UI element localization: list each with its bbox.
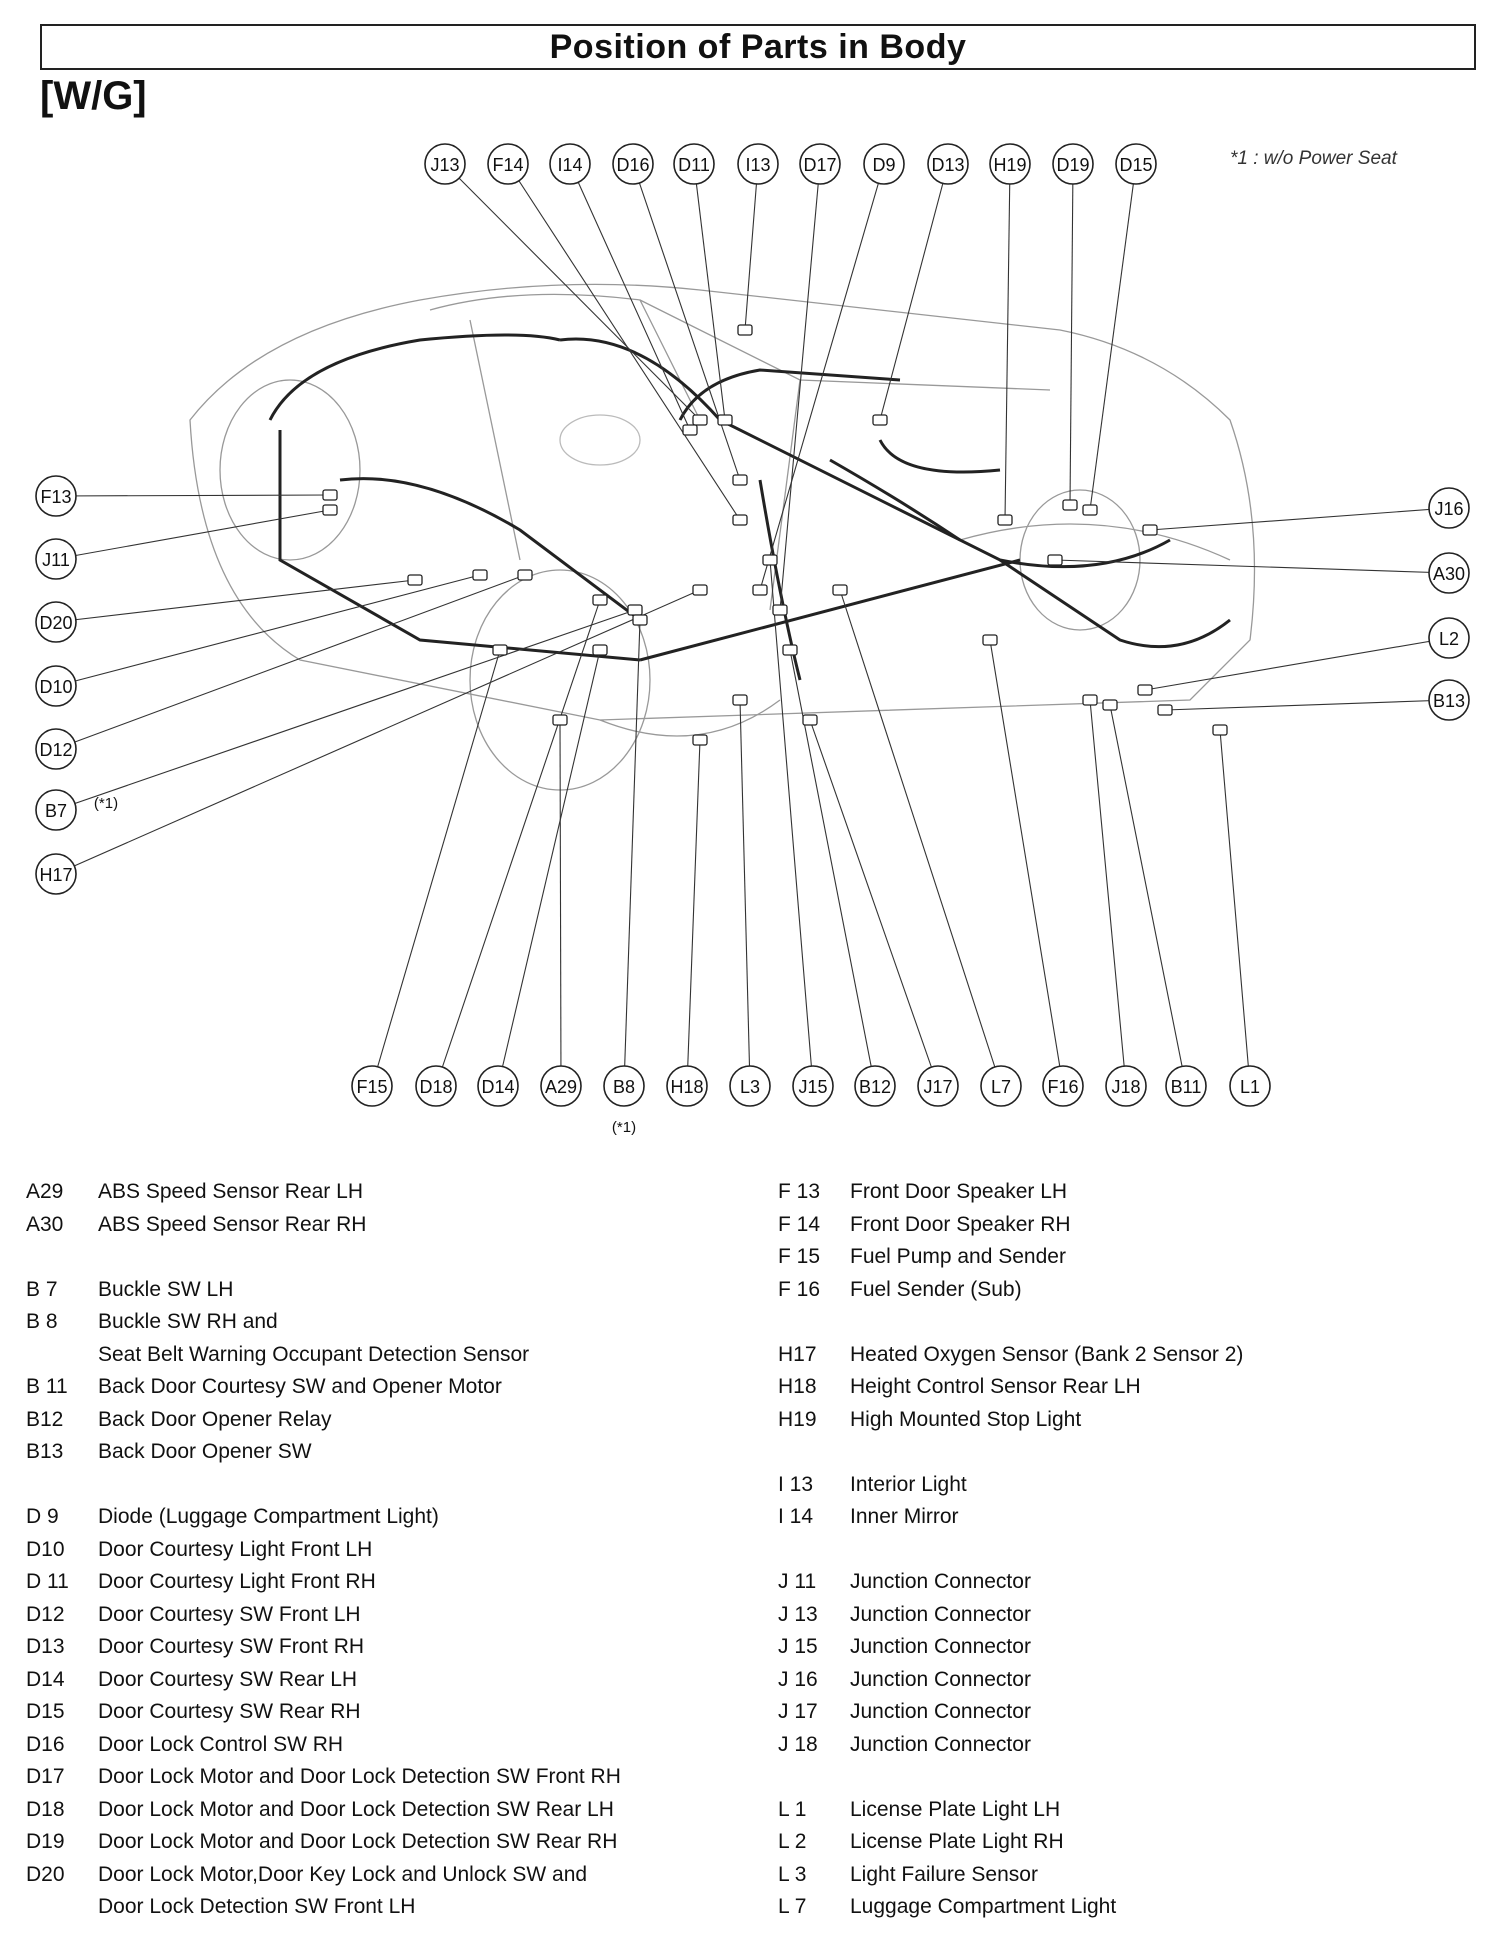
connector-h18: [693, 735, 707, 745]
legend-description: Door Lock Motor and Door Lock Detection SW Rear LH: [98, 1797, 614, 1821]
callout-d13: [928, 144, 968, 184]
callout-text: I14: [557, 155, 583, 175]
callout-d10: [36, 666, 76, 706]
leader-d13: [880, 164, 948, 420]
leader-d12: [56, 575, 525, 749]
legend-code: D19: [26, 1830, 65, 1853]
legend-code: I 14: [778, 1505, 814, 1528]
callout-text: D20: [39, 613, 73, 633]
leader-i14: [570, 164, 690, 430]
leader-d19: [1070, 164, 1073, 505]
leader-lines: [56, 164, 1449, 1086]
callout-j16: [1429, 488, 1469, 528]
legend-description: Junction Connector: [850, 1700, 1031, 1723]
leader-d18: [436, 600, 600, 1086]
legend-code: F 16: [778, 1277, 821, 1301]
callout-d18: [416, 1066, 456, 1106]
leader-b8: [624, 620, 640, 1086]
connector-j17: [803, 715, 817, 725]
legend-code: B 8: [26, 1310, 58, 1333]
legend-description: Door Lock Motor and Door Lock Detection SW Front RH: [98, 1765, 621, 1788]
legend-code: D12: [26, 1602, 65, 1626]
connector-f16: [983, 635, 997, 645]
legend-code: H19: [778, 1407, 817, 1431]
connector-f15: [493, 645, 507, 655]
legend-description: Fuel Sender (Sub): [850, 1277, 1022, 1301]
callout-text: B7: [44, 801, 68, 821]
legend-description: Diode (Luggage Compartment Light): [98, 1505, 439, 1528]
callout-text: J11: [42, 550, 70, 570]
connector-j11: [323, 505, 337, 515]
legend-code: D17: [26, 1765, 65, 1788]
legend-code: D13: [26, 1635, 65, 1658]
legend-code: F 14: [778, 1212, 821, 1236]
leader-j17: [810, 720, 938, 1086]
legend-description: License Plate Light RH: [850, 1830, 1064, 1853]
connector-d15: [1083, 505, 1097, 515]
callout-d19: [1053, 144, 1093, 184]
callout-f15: [352, 1066, 392, 1106]
callout-h17: [36, 854, 76, 894]
callout-d20: [36, 602, 76, 642]
callout-text: D13: [931, 155, 965, 175]
callout-text: D10: [39, 677, 73, 697]
legend-code: B12: [26, 1407, 64, 1431]
legend-code: B 7: [26, 1277, 58, 1301]
callout-text: J16: [1434, 499, 1464, 519]
legend-description: Door Lock Motor and Door Lock Detection SW Rear RH: [98, 1830, 618, 1853]
legend-code: J 13: [778, 1602, 818, 1626]
callout-mark: (*1): [93, 795, 119, 812]
legend-description: Door Lock Detection SW Front LH: [98, 1895, 416, 1918]
legend-code: D 11: [26, 1570, 69, 1593]
connector-d11: [718, 415, 732, 425]
legend-description: Door Courtesy SW Rear LH: [98, 1667, 358, 1691]
leader-f13: [56, 495, 330, 496]
callout-f16: [1043, 1066, 1083, 1106]
leader-f15: [372, 650, 500, 1086]
leader-l2: [1145, 638, 1449, 690]
leader-h17: [56, 590, 700, 874]
legend-code: J 17: [778, 1700, 818, 1723]
legend-code: L 7: [778, 1895, 807, 1918]
page-title: Position of Parts in Body: [549, 28, 967, 66]
callout-text: D17: [803, 155, 837, 175]
callout-text: L1: [1239, 1077, 1261, 1097]
callout-f13: [36, 476, 76, 516]
callout-text: H17: [39, 865, 73, 885]
callout-d17: [800, 144, 840, 184]
callout-text: L3: [739, 1077, 761, 1097]
callout-text: B8: [612, 1077, 636, 1097]
legend-description: Door Courtesy SW Front LH: [98, 1602, 361, 1626]
callout-a30: [1429, 553, 1469, 593]
legend-description: Light Failure Sensor: [850, 1862, 1038, 1886]
callout-f14: [488, 144, 528, 184]
connector-j15: [763, 555, 777, 565]
leader-d17: [780, 164, 820, 610]
leader-d20: [56, 580, 415, 622]
callout-text: H19: [993, 155, 1027, 175]
legend-code: L 1: [778, 1797, 807, 1821]
connector-d14: [593, 645, 607, 655]
connector-b13: [1158, 705, 1172, 715]
callout-d16: [613, 144, 653, 184]
connector-i13: [738, 325, 752, 335]
connector-l2: [1138, 685, 1152, 695]
connector-d19: [1063, 500, 1077, 510]
callout-l1: [1230, 1066, 1270, 1106]
leader-f16: [990, 640, 1063, 1086]
callout-j15: [793, 1066, 833, 1106]
callout-b13: [1429, 680, 1469, 720]
callout-mark: (*1): [611, 1119, 637, 1136]
legend-description: License Plate Light LH: [850, 1797, 1061, 1821]
leader-h18: [687, 740, 700, 1086]
connector-d20: [408, 575, 422, 585]
legend-description: Door Lock Motor,Door Key Lock and Unlock SW and: [98, 1862, 588, 1886]
leader-d15: [1090, 164, 1136, 510]
connector-d18: [593, 595, 607, 605]
connector-i14: [683, 425, 697, 435]
callout-text: D14: [481, 1077, 515, 1097]
connector-f14: [733, 515, 747, 525]
callout-text: F16: [1047, 1077, 1079, 1097]
leader-a30: [1055, 560, 1449, 573]
legend-code: F 15: [778, 1245, 821, 1268]
leader-b13: [1165, 700, 1449, 710]
legend-code: D14: [26, 1667, 65, 1691]
legend-description: Heated Oxygen Sensor (Bank 2 Sensor 2): [850, 1342, 1244, 1366]
legend-description: Door Courtesy SW Rear RH: [98, 1700, 361, 1723]
callout-text: F15: [356, 1077, 388, 1097]
legend-code: J 18: [778, 1732, 818, 1756]
callout-text: H18: [670, 1077, 704, 1097]
legend-code: A29: [26, 1180, 64, 1203]
legend-code: H18: [778, 1375, 817, 1398]
variant-label: [W/G]: [40, 74, 147, 118]
legend-code: D10: [26, 1537, 65, 1561]
legend-code: I 13: [778, 1472, 814, 1496]
connector-h19: [998, 515, 1012, 525]
callout-text: F14: [492, 155, 524, 175]
connector-f13: [323, 490, 337, 500]
legend-description: Back Door Courtesy SW and Opener Motor: [98, 1375, 502, 1398]
connector-d12: [518, 570, 532, 580]
legend-code: D20: [26, 1862, 65, 1886]
connector-a29: [553, 715, 567, 725]
connector-d10: [473, 570, 487, 580]
callout-text: B12: [858, 1077, 892, 1097]
connector-d13: [873, 415, 887, 425]
leader-f14: [508, 164, 740, 520]
legend-code: L 2: [778, 1830, 807, 1853]
legend-code: J 11: [778, 1570, 817, 1593]
callout-text: L7: [990, 1077, 1012, 1097]
legend-description: Interior Light: [850, 1472, 967, 1496]
legend-description: Back Door Opener Relay: [98, 1407, 332, 1431]
vehicle-outline: [190, 284, 1255, 790]
callout-text: J17: [923, 1077, 953, 1097]
legend-description: Back Door Opener SW: [98, 1440, 312, 1463]
callout-j13: [425, 144, 465, 184]
legend-code: H17: [778, 1342, 817, 1366]
callout-l2: [1429, 618, 1469, 658]
connector-b8: [633, 615, 647, 625]
leader-j11: [56, 510, 330, 559]
legend-code: B 11: [26, 1375, 68, 1398]
connector-markers: [323, 325, 1227, 745]
connector-d16: [733, 475, 747, 485]
legend-description: Junction Connector: [850, 1732, 1031, 1756]
connector-l7: [833, 585, 847, 595]
connector-b7: [628, 605, 642, 615]
callout-text: D12: [39, 740, 73, 760]
callout-text: I13: [745, 155, 771, 175]
legend-description: Luggage Compartment Light: [850, 1895, 1117, 1918]
leader-h19: [1005, 164, 1010, 520]
legend-description: Door Courtesy SW Front RH: [98, 1635, 365, 1658]
callout-text: J18: [1111, 1077, 1141, 1097]
callout-d11: [674, 144, 714, 184]
legend-description: Junction Connector: [850, 1570, 1031, 1593]
connector-b12: [783, 645, 797, 655]
callout-b7: [36, 790, 118, 830]
callout-d9: [864, 144, 904, 184]
legend-description: Seat Belt Warning Occupant Detection Sensor: [98, 1342, 530, 1366]
legend-description: High Mounted Stop Light: [850, 1407, 1082, 1431]
leader-d14: [498, 650, 600, 1086]
leader-b11: [1110, 705, 1186, 1086]
callout-h18: [667, 1066, 707, 1106]
connector-h17: [693, 585, 707, 595]
connector-d17: [773, 605, 787, 615]
callout-h19: [990, 144, 1030, 184]
legend-description: Junction Connector: [850, 1635, 1031, 1658]
connector-a30: [1048, 555, 1062, 565]
legend-description: Fuel Pump and Sender: [850, 1245, 1066, 1268]
leader-l1: [1220, 730, 1250, 1086]
callout-text: A30: [1432, 564, 1466, 584]
connector-l3: [733, 695, 747, 705]
callout-text: D9: [872, 155, 896, 175]
legend-description: Junction Connector: [850, 1602, 1031, 1626]
leader-a29: [560, 720, 561, 1086]
legend-code: F 13: [778, 1180, 821, 1203]
connector-j18: [1083, 695, 1097, 705]
legend-description: Front Door Speaker LH: [850, 1180, 1068, 1203]
legend-description: Height Control Sensor Rear LH: [850, 1375, 1141, 1398]
legend-code: D15: [26, 1700, 65, 1723]
callout-i14: [550, 144, 590, 184]
leader-i13: [745, 164, 758, 330]
legend-description: Front Door Speaker RH: [850, 1212, 1071, 1236]
callout-j11: [36, 539, 76, 579]
leader-l3: [740, 700, 750, 1086]
callout-d12: [36, 729, 76, 769]
legend-description: Door Courtesy Light Front RH: [98, 1570, 376, 1593]
callout-text: L2: [1438, 629, 1460, 649]
callout-text: J13: [430, 155, 460, 175]
legend-code: B13: [26, 1440, 64, 1463]
footnote: *1 : w/o Power Seat: [1230, 148, 1397, 169]
legend-description: Buckle SW RH and: [98, 1310, 278, 1333]
callout-l3: [730, 1066, 770, 1106]
callout-d15: [1116, 144, 1156, 184]
callout-text: B11: [1170, 1077, 1202, 1097]
legend-description: Door Lock Control SW RH: [98, 1732, 344, 1756]
connector-j13: [693, 415, 707, 425]
callout-a29: [541, 1066, 581, 1106]
legend-description: Buckle SW LH: [98, 1277, 234, 1301]
callout-labels: [36, 144, 1469, 1136]
legend-code: D16: [26, 1732, 65, 1756]
callout-l7: [981, 1066, 1021, 1106]
legend-code: D 9: [26, 1505, 59, 1528]
callout-d14: [478, 1066, 518, 1106]
callout-text: D15: [1119, 155, 1153, 175]
callout-b12: [855, 1066, 895, 1106]
callout-j18: [1106, 1066, 1146, 1106]
callout-b11: [1166, 1066, 1206, 1106]
connector-l1: [1213, 725, 1227, 735]
legend-code: J 15: [778, 1635, 818, 1658]
legend-code: L 3: [778, 1862, 807, 1886]
callout-text: F13: [40, 487, 72, 507]
leader-l7: [840, 590, 1001, 1086]
callout-i13: [738, 144, 778, 184]
callout-text: B13: [1432, 691, 1466, 711]
legend-description: ABS Speed Sensor Rear RH: [98, 1212, 367, 1236]
callout-text: A29: [544, 1077, 578, 1097]
leader-d10: [56, 575, 480, 686]
legend-code: J 16: [778, 1667, 818, 1691]
connector-b11: [1103, 700, 1117, 710]
callout-b8: [604, 1066, 644, 1136]
legend-code: A30: [26, 1212, 64, 1236]
callout-text: D18: [419, 1077, 453, 1097]
callout-text: D16: [616, 155, 650, 175]
leader-j16: [1150, 508, 1449, 530]
legend-description: ABS Speed Sensor Rear LH: [98, 1180, 363, 1203]
callout-text: D19: [1056, 155, 1090, 175]
connector-d9: [753, 585, 767, 595]
legend-description: Door Courtesy Light Front LH: [98, 1537, 373, 1561]
callout-j17: [918, 1066, 958, 1106]
callout-text: D11: [678, 155, 710, 175]
connector-j16: [1143, 525, 1157, 535]
legend-description: Inner Mirror: [850, 1505, 959, 1528]
legend-code: D18: [26, 1797, 65, 1821]
callout-text: J15: [798, 1077, 828, 1097]
legend-description: Junction Connector: [850, 1667, 1031, 1691]
